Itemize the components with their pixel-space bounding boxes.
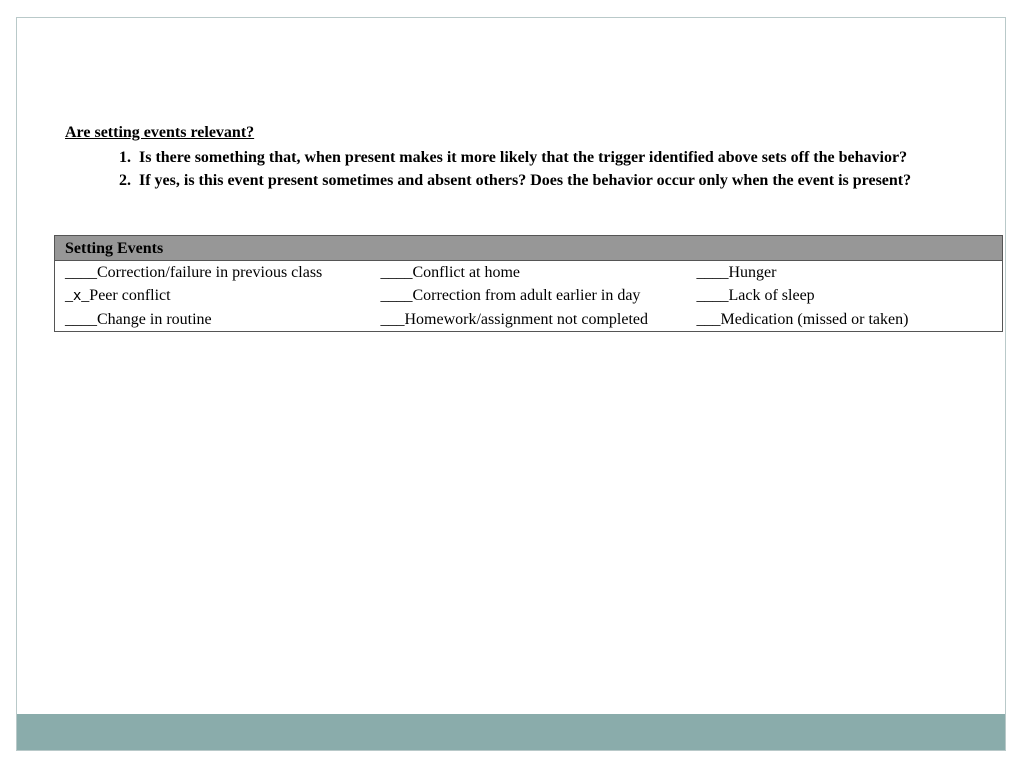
questions-list xyxy=(65,146,991,192)
checkbox-blank: ____ xyxy=(696,287,729,304)
checkbox-blank: ____ xyxy=(65,264,97,281)
setting-events-section xyxy=(65,124,991,192)
checklist-item[interactable] xyxy=(371,284,687,308)
question-1: 1. Is there something that, when present makes it more likely that the trigger identified above sets off the behavior? xyxy=(135,146,991,169)
slide xyxy=(16,17,1006,751)
checklist-item[interactable] xyxy=(55,284,371,308)
setting-events-table xyxy=(54,235,1003,332)
item-label: Change in routine xyxy=(97,311,212,328)
item-label: Lack of sleep xyxy=(728,287,815,304)
checkbox-blank: ____ xyxy=(65,311,97,328)
checkbox-blank: ____ xyxy=(696,264,729,281)
checklist-item[interactable] xyxy=(55,308,371,332)
checklist-item[interactable] xyxy=(371,308,687,332)
item-label: _Peer conflict xyxy=(81,287,171,304)
table-row xyxy=(55,284,1003,308)
item-label: Conflict at home xyxy=(412,264,521,281)
footer-bar xyxy=(17,714,1005,750)
checkbox-blank: ____ xyxy=(380,264,413,281)
checklist-item[interactable] xyxy=(687,308,1003,332)
checklist-item[interactable] xyxy=(55,261,371,285)
section-heading: Are setting events relevant? xyxy=(65,124,255,141)
check-mark: x xyxy=(73,288,82,304)
item-label: Correction from adult earlier in day xyxy=(412,287,641,304)
table-header: Setting Events xyxy=(55,236,1003,261)
checklist-item[interactable] xyxy=(687,261,1003,285)
item-label: Homework/assignment not completed xyxy=(404,311,649,328)
checkbox-blank: _ xyxy=(65,287,73,304)
checkbox-blank: ____ xyxy=(380,287,413,304)
question-2: 2. If yes, is this event present sometimes and absent others? Does the behavior occur only when the event is present? xyxy=(135,169,991,192)
table-row xyxy=(55,261,1003,285)
item-label: Hunger xyxy=(728,264,777,281)
checklist-item[interactable] xyxy=(687,284,1003,308)
checkbox-blank: ___ xyxy=(696,311,721,328)
item-label: Correction/failure in previous class xyxy=(97,264,323,281)
checklist-item[interactable] xyxy=(371,261,687,285)
table-row xyxy=(55,308,1003,332)
item-label: Medication (missed or taken) xyxy=(720,311,909,328)
checkbox-blank: ___ xyxy=(380,311,405,328)
